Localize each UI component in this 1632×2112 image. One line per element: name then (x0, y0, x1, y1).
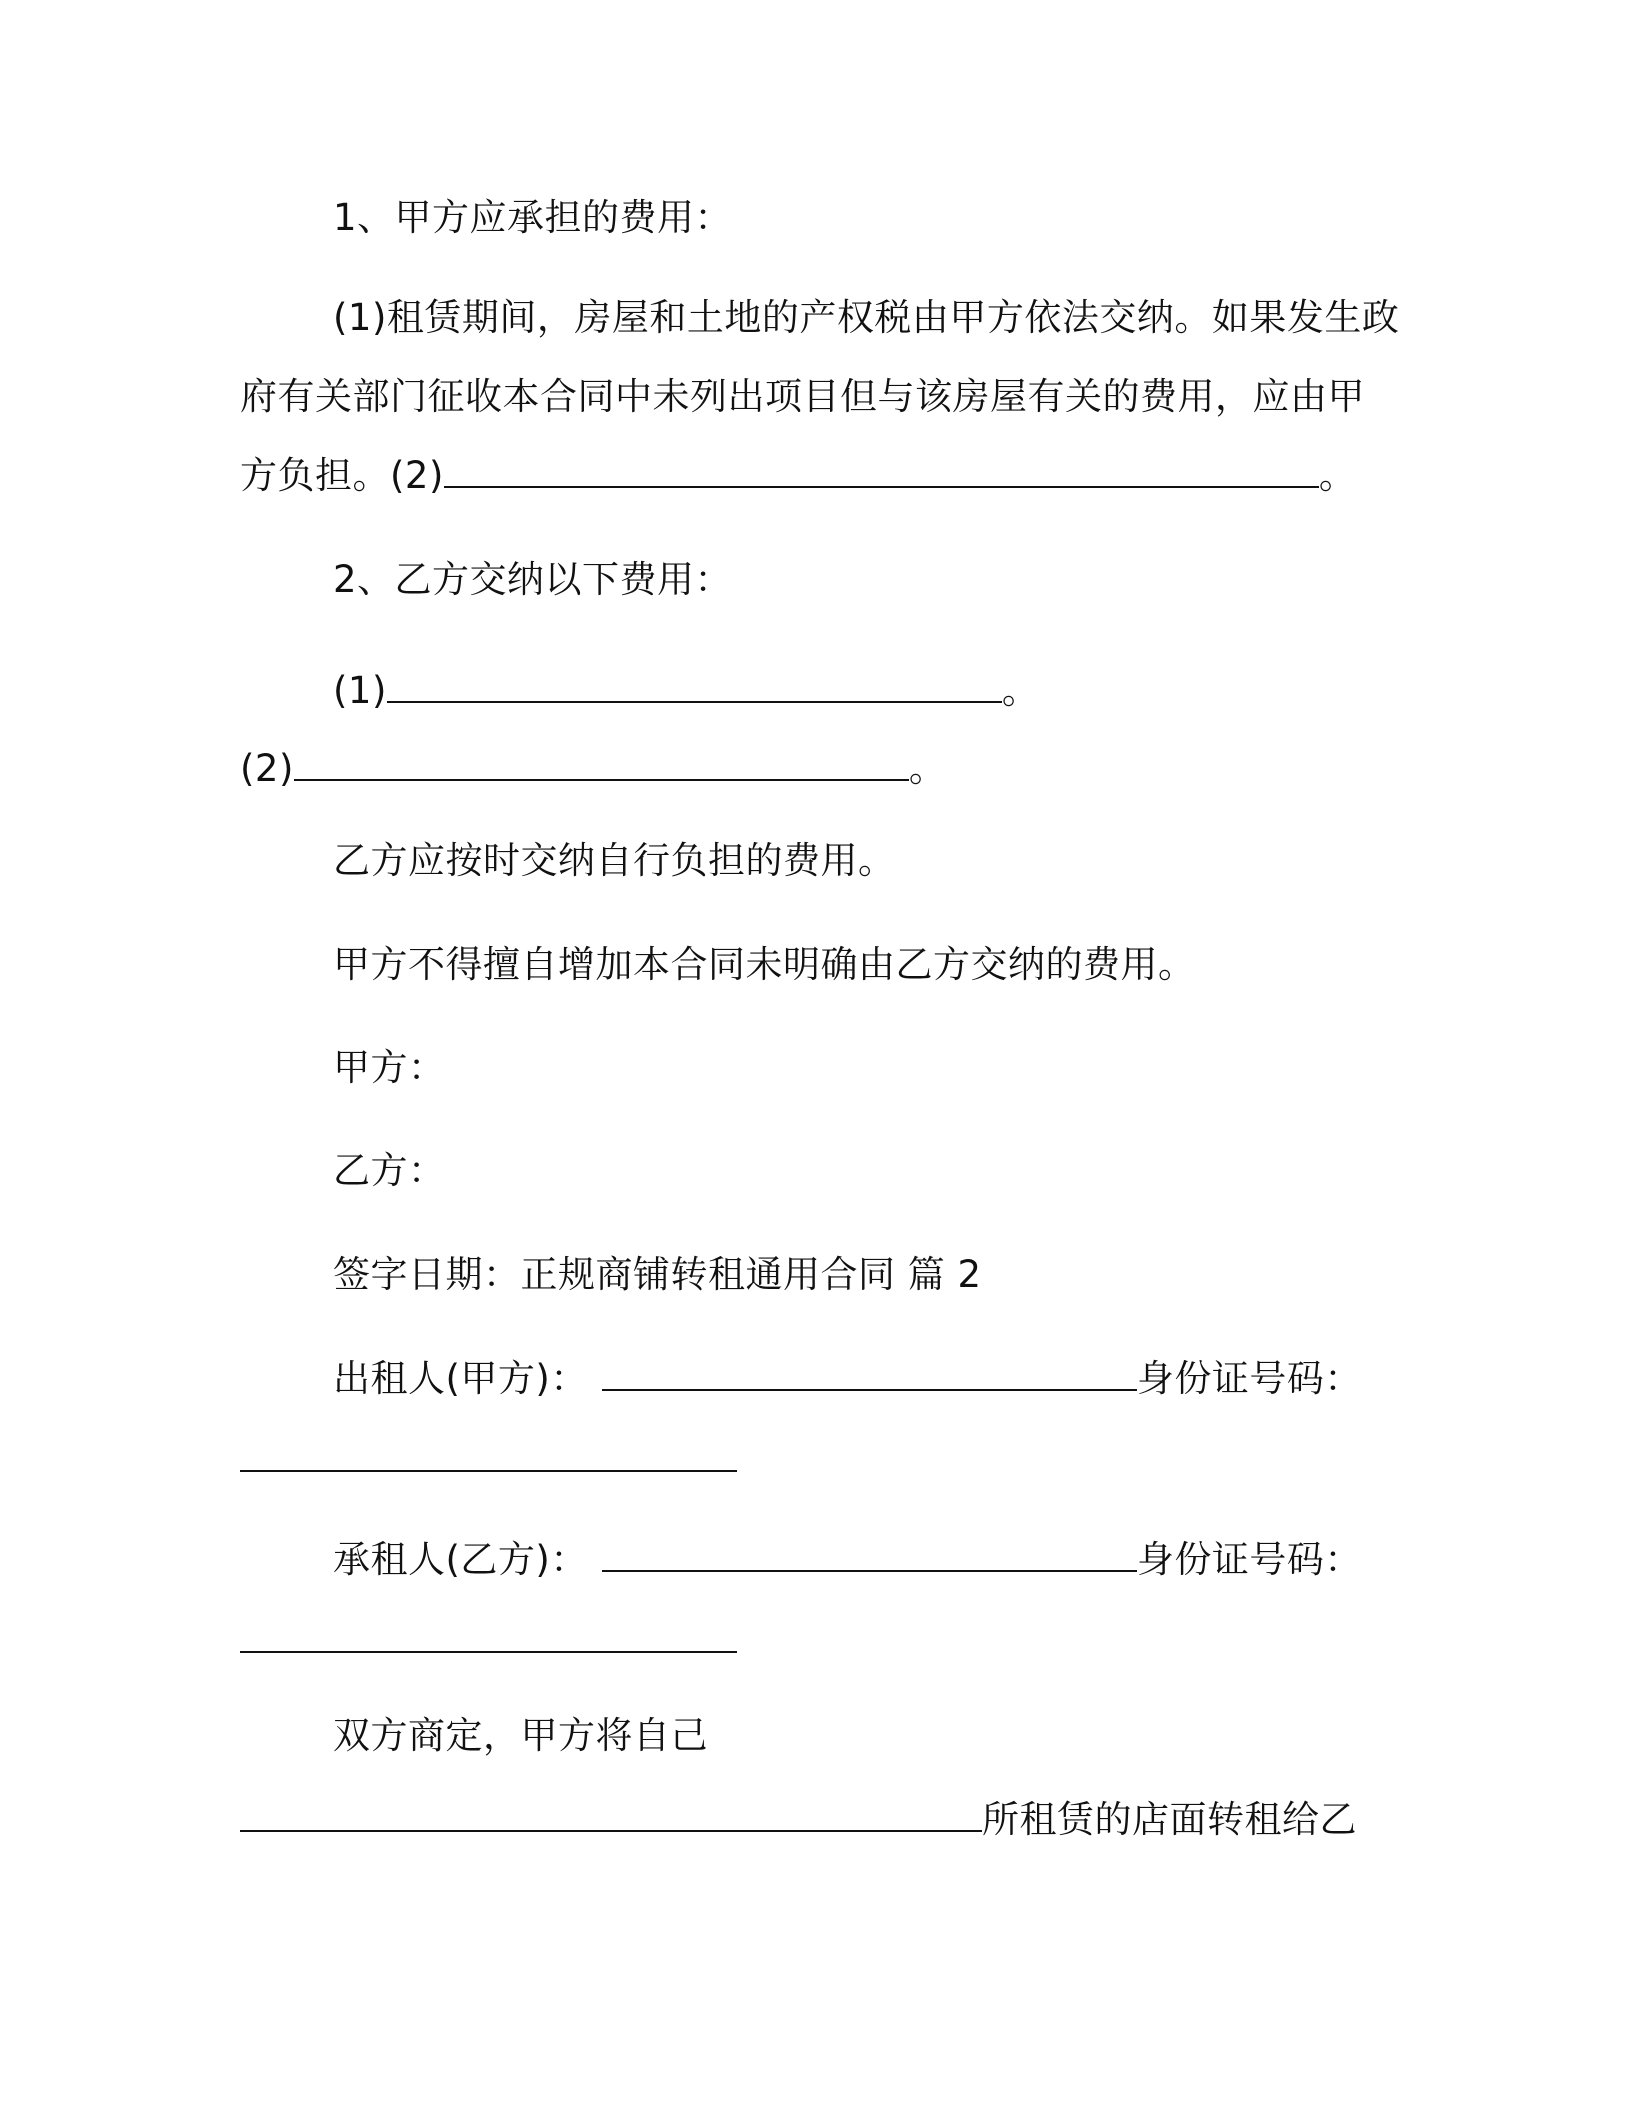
pay-on-time-clause: 乙方应按时交纳自行负担的费用。 (333, 839, 896, 882)
fee-heading-party-a: 1、甲方应承担的费用： (333, 196, 733, 239)
period: 。 (1318, 454, 1357, 497)
no-extra-fees-clause: 甲方不得擅自增加本合同未明确由乙方交纳的费用。 (333, 943, 1196, 986)
id-number-label: 身份证号码： (1136, 1538, 1362, 1581)
party-a-signature-label: 甲方： (333, 1046, 446, 1089)
lessor-label: 出租人(甲方)： (333, 1357, 588, 1400)
fee-clause-1-1-line-2: 府有关部门征收本合同中未列出项目但与该房屋有关的费用，应由甲 (240, 375, 1365, 418)
lessee-id-blank-line (240, 1617, 737, 1664)
lessee-line (333, 1536, 1362, 1583)
agreement-line-2-text: 所租赁的店面转租给乙 (982, 1798, 1357, 1841)
fee-clause-2-2 (240, 745, 946, 792)
blank-line (387, 667, 1002, 703)
fee-clause-2-1-prefix: (1) (333, 669, 387, 712)
blank-line (240, 1617, 737, 1653)
blank-line (240, 1796, 982, 1832)
blank-line (602, 1355, 1137, 1391)
fee-clause-1-1-line-3 (240, 452, 1356, 499)
id-number-label: 身份证号码： (1136, 1357, 1362, 1400)
period: 。 (1001, 669, 1040, 712)
fee-clause-2-2-prefix: (2) (240, 747, 294, 790)
fee-clause-1-1-line-1: (1)租赁期间，房屋和土地的产权税由甲方依法交纳。如果发生政 (333, 296, 1400, 339)
agreement-line-2 (240, 1796, 1357, 1843)
blank-line (240, 1436, 737, 1472)
party-b-signature-label: 乙方： (333, 1149, 446, 1192)
fee-clause-2-1 (333, 667, 1039, 714)
sign-date-heading: 签字日期：正规商铺转租通用合同 篇 2 (333, 1253, 982, 1296)
lessor-id-blank-line (240, 1436, 737, 1483)
fee-heading-party-b: 2、乙方交纳以下费用： (333, 558, 733, 601)
lessor-line (333, 1355, 1362, 1402)
blank-line (602, 1536, 1137, 1572)
agreement-line-1: 双方商定，甲方将自己 (333, 1714, 708, 1757)
period: 。 (908, 747, 947, 790)
fee-clause-1-2-prefix: 方负担。(2) (240, 454, 444, 497)
lessee-label: 承租人(乙方)： (333, 1538, 588, 1581)
blank-line (294, 745, 909, 781)
blank-line (444, 452, 1319, 488)
